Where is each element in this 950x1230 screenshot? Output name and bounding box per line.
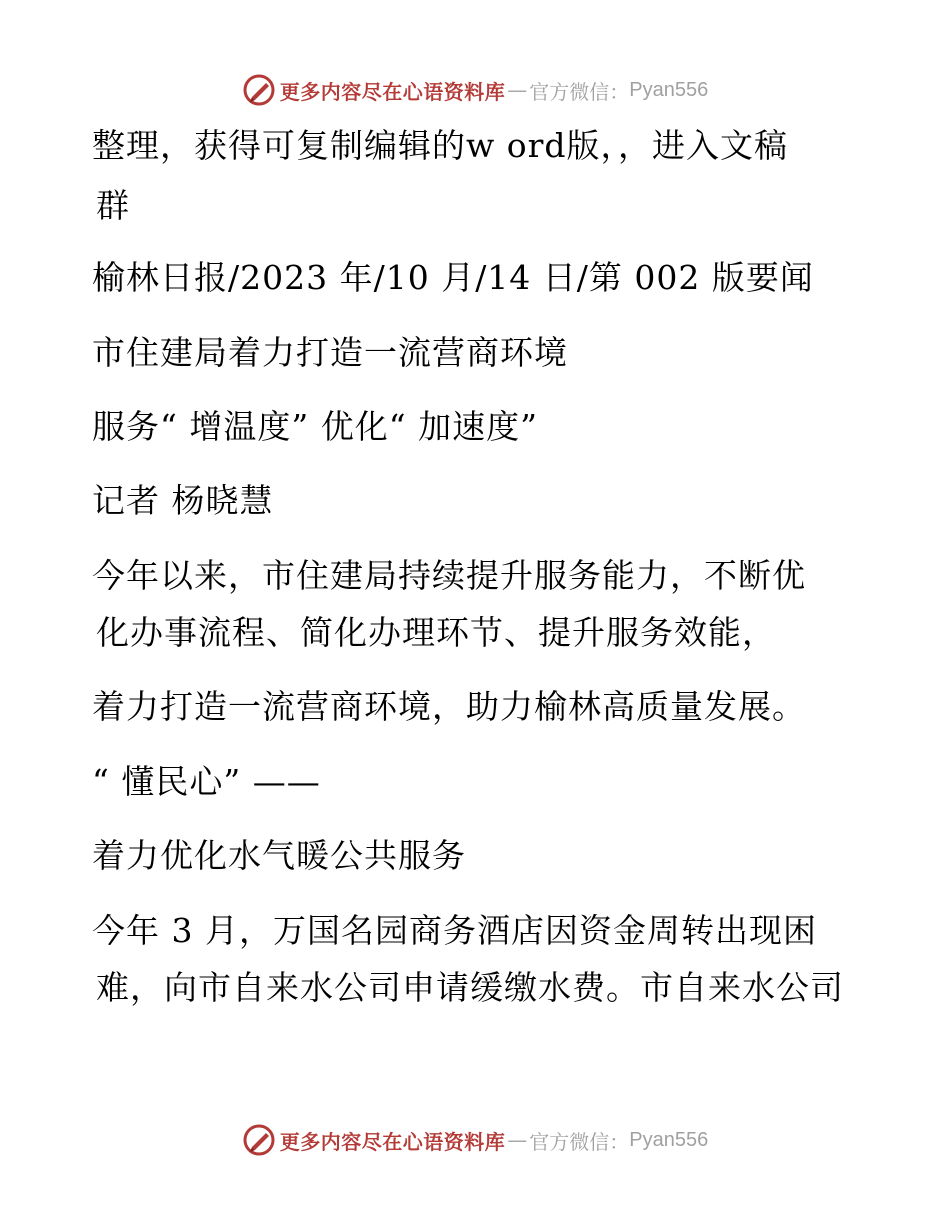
watermark-site: 更多内容尽在心语资料库 xyxy=(279,79,506,104)
watermark-footer xyxy=(0,1120,950,1160)
text-line: 记者 杨晓慧 xyxy=(92,481,274,520)
watermark-id: Pyan556 xyxy=(629,78,709,101)
text-line: 着力优化水气暖公共服务 xyxy=(92,836,466,875)
text-line: 整理，获得可复制编辑的w ord版，，进入文稿 xyxy=(92,126,789,165)
watermark-label: 官方微信： xyxy=(529,79,630,104)
pen-logo-icon xyxy=(242,73,276,107)
text-line: 今年以来，市住建局持续提升服务能力，不断优 xyxy=(92,556,806,595)
text-line: 群 xyxy=(96,186,130,225)
text-line: 难，向市自来水公司申请缓缴水费。市自来水公司 xyxy=(96,968,844,1007)
watermark-site: 更多内容尽在心语资料库 xyxy=(279,1129,506,1154)
text-line: 今年 3 月，万国名园商务酒店因资金周转出现困 xyxy=(92,911,817,950)
watermark-label: 官方微信： xyxy=(529,1129,630,1154)
text-line: 榆林日报/2023 年/10 月/14 日/第 002 版要闻 xyxy=(92,258,814,297)
text-line: 市住建局着力打造一流营商环境 xyxy=(92,333,568,372)
watermark-separator: — xyxy=(507,1128,528,1152)
watermark-separator: — xyxy=(507,78,528,102)
text-line: 化办事流程、简化办理环节、提升服务效能， xyxy=(96,613,776,652)
pen-logo-icon xyxy=(242,1123,276,1157)
text-line: “ 懂民心” —— xyxy=(92,762,321,801)
watermark-id: Pyan556 xyxy=(629,1128,709,1151)
text-line: 服务“ 增温度” 优化“ 加速度” xyxy=(92,407,538,446)
watermark-header xyxy=(0,70,950,110)
text-line: 着力打造一流营商环境，助力榆林高质量发展。 xyxy=(92,687,806,726)
